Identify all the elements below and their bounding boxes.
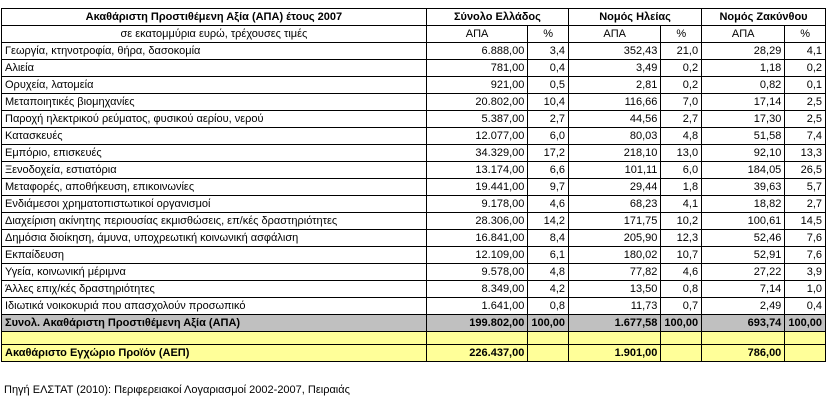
value-cell: 7,6 [785,230,826,247]
value-cell: 6.888,00 [426,43,528,60]
sector-cell: Παροχή ηλεκτρικού ρεύματος, φυσικού αερίου, νερού [2,111,427,128]
value-cell: 12.077,00 [426,128,528,145]
table-row [2,196,826,213]
value-cell: 0,82 [702,77,785,94]
value-cell: 9,7 [528,179,569,196]
table-subtitle: σε εκατομμύρια ευρώ, τρέχουσες τιμές [2,26,427,43]
value-cell: 1,8 [661,179,702,196]
sector-cell: Ξενοδοχεία, εστιατόρια [2,162,427,179]
value-cell: 26,5 [785,162,826,179]
col-apa-ilia: ΑΠΑ [569,26,661,43]
value-cell: 18,82 [702,196,785,213]
value-cell: 101,11 [569,162,661,179]
value-cell: 1,18 [702,60,785,77]
value-cell: 2,5 [785,94,826,111]
spacer-cell [426,332,528,345]
source-note: Πηγή ΕΛΣΤΑΤ (2010): Περιφερειακοί Λογαριασμοί 2002-2007, Πειραιάς [4,384,350,396]
sector-cell: Άλλες επιχ/κές δραστηριότητες [2,281,427,298]
value-cell: 180,02 [569,247,661,264]
value-cell: 52,46 [702,230,785,247]
table-row [2,230,826,247]
table-title: Ακαθάριστη Προστιθέμενη Αξία (ΑΠΑ) έτους 2007 [2,9,427,26]
table-row [2,111,826,128]
gdp-value: 1.901,00 [569,345,661,362]
table-row [2,298,826,315]
value-cell: 10,7 [661,247,702,264]
subheader-row [2,26,826,43]
table-row [2,145,826,162]
sector-cell: Κατασκευές [2,128,427,145]
value-cell: 7,6 [785,247,826,264]
value-cell: 5.387,00 [426,111,528,128]
value-cell: 14,2 [528,213,569,230]
value-cell: 10,4 [528,94,569,111]
value-cell: 218,10 [569,145,661,162]
region-zakynthos: Νομός Ζακύνθου [702,9,826,26]
total-value: 100,00 [661,315,702,332]
value-cell: 29,44 [569,179,661,196]
apa-table [1,8,826,362]
sector-cell: Διαχείριση ακίνητης περιουσίας εκμισθώσεις, επ/κές δραστηριότητες [2,213,427,230]
col-apa-zakynthos: ΑΠΑ [702,26,785,43]
value-cell: 781,00 [426,60,528,77]
value-cell: 28.306,00 [426,213,528,230]
spacer-cell [2,332,427,345]
sector-cell: Ενδιάμεσοι χρηματοπιστωτικοί οργανισμοί [2,196,427,213]
value-cell: 10,2 [661,213,702,230]
region-greece: Σύνολο Ελλάδος [426,9,568,26]
value-cell: 0,2 [661,60,702,77]
gdp-row [2,345,826,362]
value-cell: 2,49 [702,298,785,315]
value-cell: 0,5 [528,77,569,94]
col-pct-greece: % [528,26,569,43]
total-value: 693,74 [702,315,785,332]
value-cell: 17,2 [528,145,569,162]
value-cell: 171,75 [569,213,661,230]
value-cell: 12,3 [661,230,702,247]
value-cell: 2,7 [528,111,569,128]
value-cell: 44,56 [569,111,661,128]
value-cell: 6,0 [661,162,702,179]
spacer-cell [569,332,661,345]
value-cell: 5,7 [785,179,826,196]
value-cell: 2,7 [661,111,702,128]
gdp-value: 786,00 [702,345,785,362]
value-cell: 4,6 [528,196,569,213]
empty-cell [785,345,826,362]
table-row [2,281,826,298]
table-row [2,247,826,264]
value-cell: 6,1 [528,247,569,264]
table-row [2,162,826,179]
sector-cell: Αλιεία [2,60,427,77]
value-cell: 68,23 [569,196,661,213]
value-cell: 2,81 [569,77,661,94]
value-cell: 11,73 [569,298,661,315]
value-cell: 39,63 [702,179,785,196]
spacer-cell [702,332,785,345]
table-row [2,77,826,94]
total-row [2,315,826,332]
value-cell: 13,50 [569,281,661,298]
value-cell: 9.178,00 [426,196,528,213]
value-cell: 0,2 [661,77,702,94]
value-cell: 4,1 [661,196,702,213]
value-cell: 0,7 [661,298,702,315]
sector-cell: Υγεία, κοινωνική μέριμνα [2,264,427,281]
col-apa-greece: ΑΠΑ [426,26,528,43]
table-row [2,128,826,145]
value-cell: 921,00 [426,77,528,94]
table-row [2,43,826,60]
value-cell: 4,6 [661,264,702,281]
value-cell: 3,9 [785,264,826,281]
sector-cell: Εκπαίδευση [2,247,427,264]
table-row [2,179,826,196]
value-cell: 7,14 [702,281,785,298]
value-cell: 20.802,00 [426,94,528,111]
col-pct-ilia: % [661,26,702,43]
value-cell: 0,8 [528,298,569,315]
gdp-label: Ακαθάριστο Εγχώριο Προϊόν (ΑΕΠ) [2,345,427,362]
value-cell: 52,91 [702,247,785,264]
value-cell: 2,7 [785,196,826,213]
value-cell: 6,0 [528,128,569,145]
value-cell: 13.174,00 [426,162,528,179]
value-cell: 14,5 [785,213,826,230]
table-row [2,264,826,281]
table-row [2,213,826,230]
sector-cell: Ορυχεία, λατομεία [2,77,427,94]
value-cell: 4,1 [785,43,826,60]
value-cell: 0,1 [785,77,826,94]
total-value: 100,00 [785,315,826,332]
value-cell: 16.841,00 [426,230,528,247]
value-cell: 0,4 [785,298,826,315]
sector-cell: Μεταφορές, αποθήκευση, επικοινωνίες [2,179,427,196]
value-cell: 51,58 [702,128,785,145]
total-value: 1.677,58 [569,315,661,332]
value-cell: 21,0 [661,43,702,60]
sector-cell: Μεταποιητικές βιομηχανίες [2,94,427,111]
value-cell: 8.349,00 [426,281,528,298]
spacer-cell [528,332,569,345]
total-value: 199.802,00 [426,315,528,332]
value-cell: 13,0 [661,145,702,162]
value-cell: 3,49 [569,60,661,77]
total-value: 100,00 [528,315,569,332]
value-cell: 6,6 [528,162,569,179]
value-cell: 77,82 [569,264,661,281]
total-label: Συνολ. Ακαθάριστη Προστιθέμενη Αξία (ΑΠΑ) [2,315,427,332]
value-cell: 0,8 [661,281,702,298]
value-cell: 184,05 [702,162,785,179]
value-cell: 4,8 [661,128,702,145]
empty-cell [661,345,702,362]
value-cell: 27,22 [702,264,785,281]
value-cell: 4,2 [528,281,569,298]
header-row [2,9,826,26]
value-cell: 205,90 [569,230,661,247]
sector-cell: Εμπόριο, επισκευές [2,145,427,162]
col-pct-zakynthos: % [785,26,826,43]
spacer-cell [785,332,826,345]
spacer-row [2,332,826,345]
value-cell: 92,10 [702,145,785,162]
value-cell: 0,2 [785,60,826,77]
value-cell: 7,0 [661,94,702,111]
value-cell: 352,43 [569,43,661,60]
value-cell: 7,4 [785,128,826,145]
value-cell: 17,14 [702,94,785,111]
value-cell: 0,4 [528,60,569,77]
value-cell: 3,4 [528,43,569,60]
value-cell: 9.578,00 [426,264,528,281]
value-cell: 34.329,00 [426,145,528,162]
sector-cell: Ιδιωτικά νοικοκυριά που απασχολούν προσωπικό [2,298,427,315]
value-cell: 116,66 [569,94,661,111]
value-cell: 4,8 [528,264,569,281]
table-row [2,94,826,111]
table-row [2,60,826,77]
value-cell: 1,0 [785,281,826,298]
spacer-cell [661,332,702,345]
empty-cell [528,345,569,362]
value-cell: 19.441,00 [426,179,528,196]
sector-cell: Γεωργία, κτηνοτροφία, θήρα, δασοκομία [2,43,427,60]
value-cell: 80,03 [569,128,661,145]
value-cell: 8,4 [528,230,569,247]
value-cell: 12.109,00 [426,247,528,264]
gdp-value: 226.437,00 [426,345,528,362]
value-cell: 13,3 [785,145,826,162]
value-cell: 2,5 [785,111,826,128]
value-cell: 1.641,00 [426,298,528,315]
value-cell: 28,29 [702,43,785,60]
region-ilia: Νομός Ηλείας [569,9,702,26]
sector-cell: Δημόσια διοίκηση, άμυνα, υποχρεωτική κοινωνική ασφάλιση [2,230,427,247]
value-cell: 17,30 [702,111,785,128]
value-cell: 100,61 [702,213,785,230]
